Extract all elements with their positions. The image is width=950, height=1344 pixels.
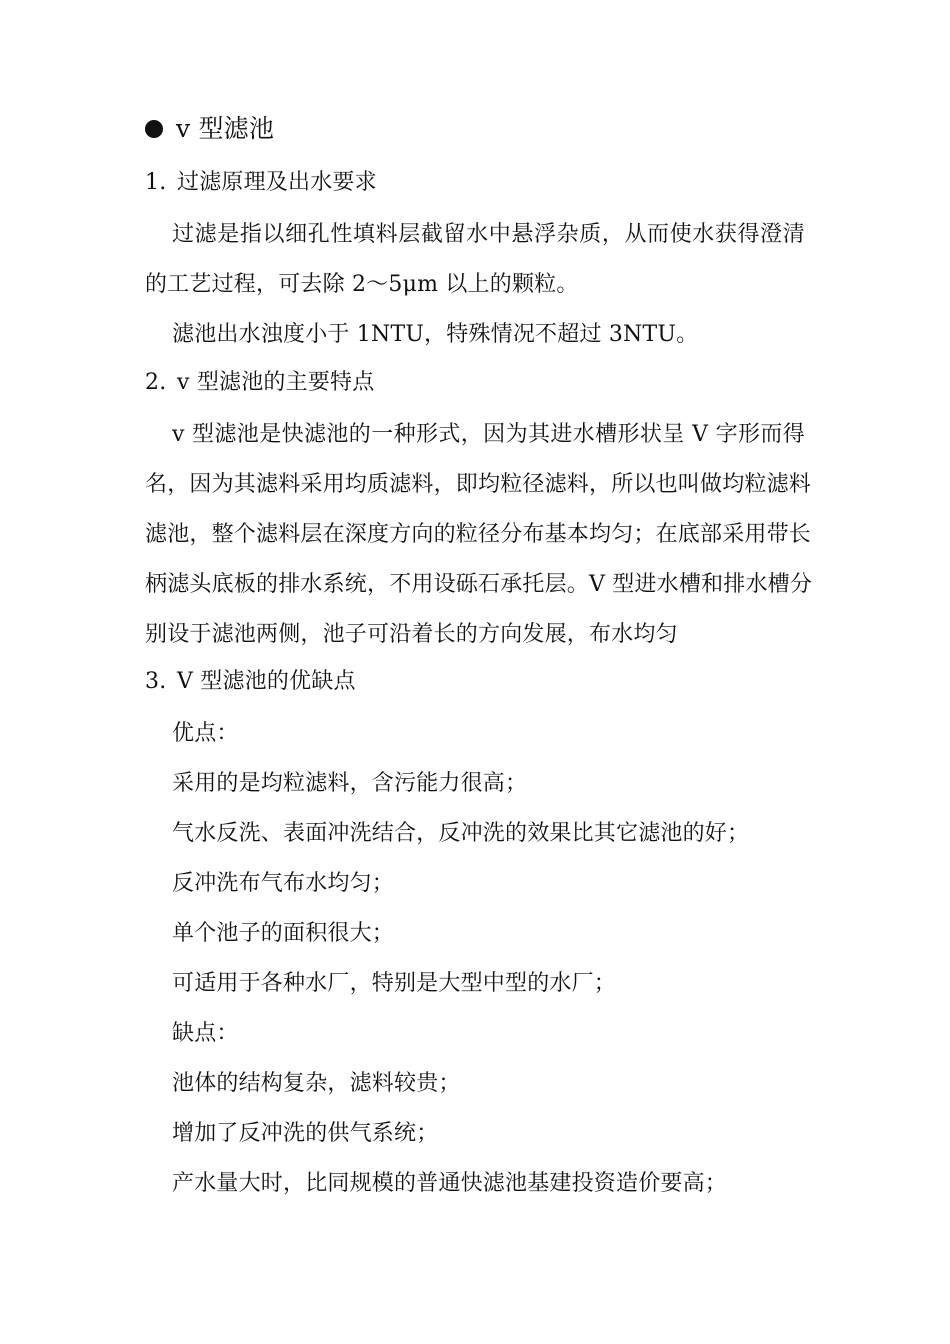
list-item: 产水量大时，比同规模的普通快滤池基建投资造价要高； [172,1171,728,1196]
paragraph-line: 的工艺过程，可去除 2～5μm 以上的颗粒。 [145,272,579,297]
section-heading-text: V 型滤池的优缺点 [177,669,356,694]
paragraph-line: 滤池，整个滤料层在深度方向的粒径分布基本均匀；在底部采用带长 [145,522,812,547]
list-item: 缺点： [172,1021,239,1046]
section-heading-2 [145,368,374,398]
list-item: 采用的是均粒滤料，含污能力很高； [172,771,528,796]
list-item: 反冲洗布气布水均匀； [172,871,395,896]
list-item: 单个池子的面积很大； [172,921,395,946]
section-heading-3 [145,667,356,697]
paragraph-line: 过滤是指以细孔性填料层截留水中悬浮杂质，从而使水获得澄清 [172,222,805,247]
paragraph-line: 名，因为其滤料采用均质滤料，即均粒径滤料，所以也叫做均粒滤料 [145,472,812,497]
list-item: 增加了反冲洗的供气系统； [172,1121,439,1146]
section-heading-text: 过滤原理及出水要求 [177,170,377,195]
paragraph-line: 柄滤头底板的排水系统，不用设砾石承托层。V 型进水槽和排水槽分 [145,572,813,597]
list-item: 可适用于各种水厂，特别是大型中型的水厂； [172,971,617,996]
paragraph-line: 别设于滤池两侧，池子可沿着长的方向发展，布水均匀 [145,622,678,647]
section-number: 1. [145,170,167,195]
section-number: 3. [145,669,167,694]
list-item: 气水反洗、表面冲洗结合，反冲洗的效果比其它滤池的好； [172,821,750,846]
section-heading-1 [145,168,377,198]
paragraph-line: 滤池出水浊度小于 1NTU，特殊情况不超过 3NTU。 [172,322,699,347]
bullet-icon [145,120,163,138]
list-item: 优点： [172,721,239,746]
list-item: 池体的结构复杂，滤料较贵； [172,1071,461,1096]
section-heading-text: v 型滤池的主要特点 [177,370,375,395]
section-number: 2. [145,370,167,395]
document-title: v 型滤池 [176,114,275,143]
paragraph-line: v 型滤池是快滤池的一种形式，因为其进水槽形状呈 V 字形而得 [172,422,805,447]
